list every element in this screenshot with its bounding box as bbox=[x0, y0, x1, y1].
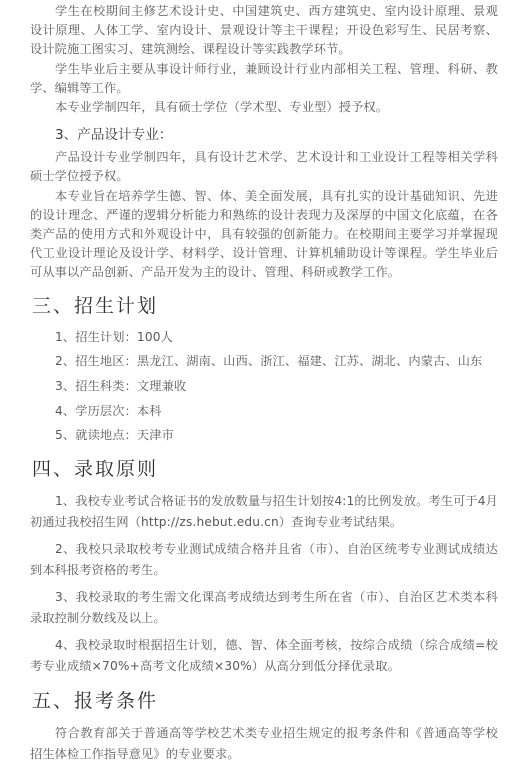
list-item: 2、招生地区：黑龙江、湖南、山西、浙江、福建、江苏、湖北、内蒙古、山东 bbox=[55, 354, 483, 369]
list-item: 3、我校录取的考生需文化课高考成绩达到考生所在省（市）、自治区艺术类本科录取控制分数线及以上。 bbox=[30, 589, 498, 626]
enrollment-plan-heading: 三、招生计划 bbox=[32, 294, 159, 317]
intro-paragraph-degree: 本专业学制四年，具有硕士学位（学术型、专业型）授予权。 bbox=[55, 100, 389, 115]
list-item: 3、招生科类：文理兼收 bbox=[55, 379, 187, 394]
product-design-paragraph-goals: 本专业旨在培养学生德、智、体、美全面发展，具有扎实的设计基础知识、先进的设计理念、严谨的逻辑分析能力和熟练的设计表现力及深厚的中国文化底蕴，在各类产品的使用方式和外观设计中，具有较强的创新能力。在校期间主要学习并掌握现代工业设计理论及设计学、材料学、设计管理、计算机辅助设计等课程。学生毕业后可从事以产品创新、产品开发为主的设计、管理、科研或教学工作。 bbox=[30, 188, 498, 280]
list-item: 2、我校只录取校考专业测试成绩合格并且省（市）、自治区统考专业测试成绩达到本科报考资格的考生。 bbox=[30, 541, 498, 578]
application-conditions-paragraph: 符合教育部关于普通高等学校艺术类专业招生规定的报考条件和《普通高等学校招生体检工作指导意见》的专业要求。 bbox=[30, 725, 498, 762]
product-design-paragraph-degree: 产品设计专业学制四年，具有设计艺术学、艺术设计和工业设计工程等相关学科硕士学位授予权。 bbox=[30, 150, 498, 184]
application-conditions-heading: 五、报考条件 bbox=[32, 689, 159, 712]
list-item: 4、我校录取时根据招生计划，德、智、体全面考核，按综合成绩（综合成绩=校考专业成绩×70%+高考文化成绩×30%）从高分到低分择优录取。 bbox=[30, 637, 498, 674]
intro-paragraph-courses: 学生在校期间主修艺术设计史、中国建筑史、西方建筑史、室内设计原理、景观设计原理、人体工学、室内设计、景观设计等主干课程；开设色彩写生、民居考察、设计院施工图实习、建筑测绘、课程设计等实践教学环节。 bbox=[30, 4, 498, 57]
product-design-heading: 3、产品设计专业： bbox=[55, 127, 173, 144]
enrollment-plan-list bbox=[30, 328, 498, 446]
admission-principles-list bbox=[30, 491, 498, 678]
admission-principles-heading: 四、录取原则 bbox=[32, 457, 159, 480]
list-item: 1、招生计划：100人 bbox=[55, 329, 173, 344]
list-item: 4、学历层次：本科 bbox=[55, 403, 162, 418]
intro-paragraph-careers: 学生毕业后主要从事设计师行业，兼顾设计行业内部相关工程、管理、科研、教学、编辑等工作。 bbox=[30, 61, 498, 95]
list-item: 1、我校专业考试合格证书的发放数量与招生计划按4:1的比例发放。考生可于4月初通过我校招生网（http://zs.hebut.edu.cn）查询专业考试结果。 bbox=[30, 493, 499, 530]
list-item: 5、就读地点：天津市 bbox=[55, 428, 174, 443]
